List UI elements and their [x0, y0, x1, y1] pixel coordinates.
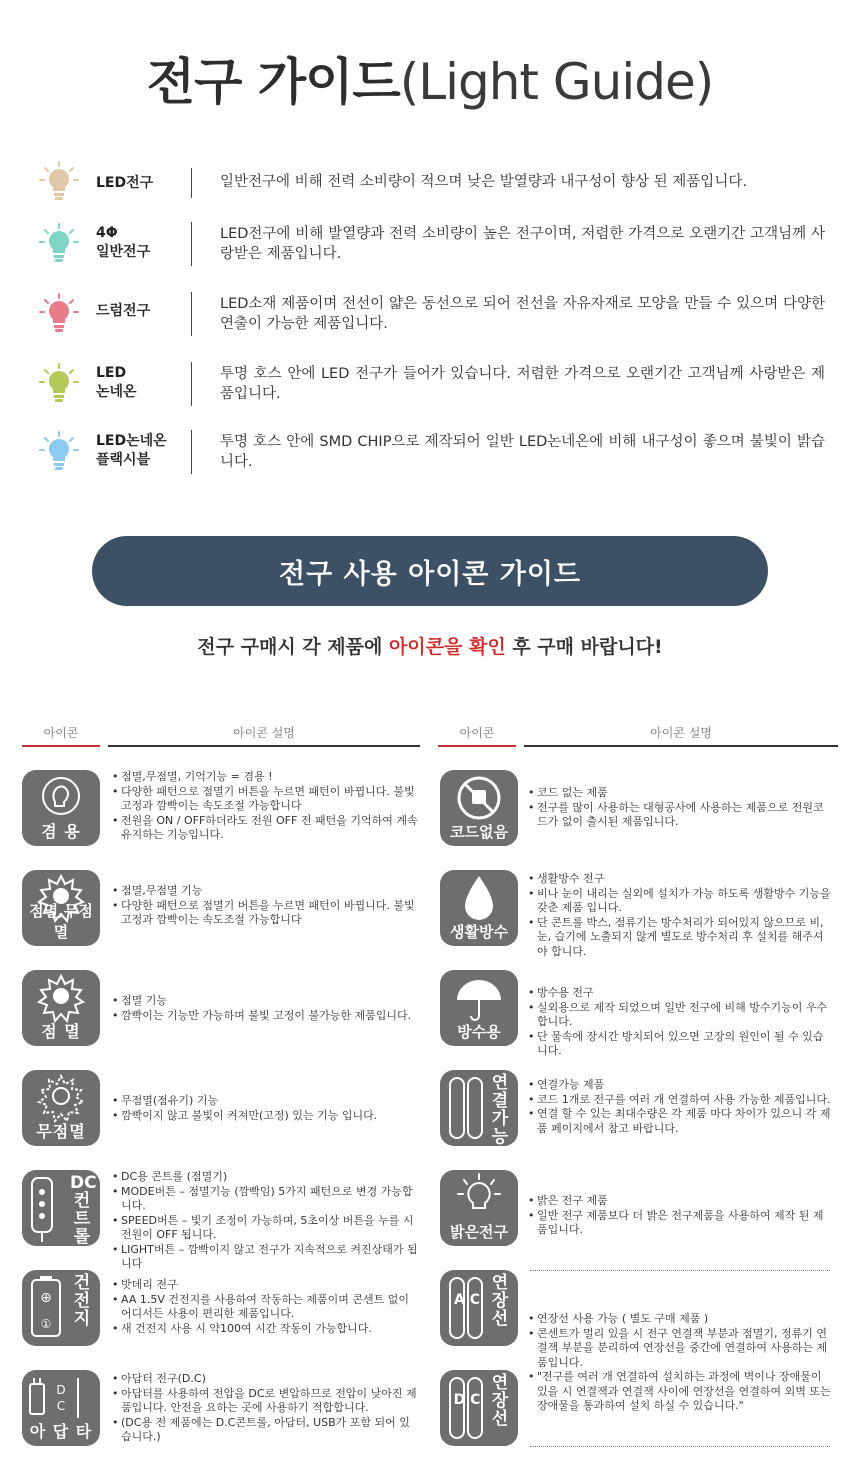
list-item: • (DC용 전 제품에는 D.C콘트롤, 아답터, USB가 포함 되어 있습니다.) — [112, 1416, 418, 1445]
list-item: • DC용 콘트롤 (점멸기) — [112, 1170, 418, 1185]
icon-label: 겸 용 — [41, 822, 81, 841]
title-en: (Light Guide) — [399, 53, 714, 111]
dc-controller-icon — [22, 1170, 100, 1246]
list-item: • 전구를 많이 사용하는 대형공사에 사용하는 제품으로 전원코드가 없이 출시된 제품입니다. — [528, 801, 834, 830]
icon-label: 연 장 선 — [491, 1273, 509, 1329]
steady-light-icon — [22, 1070, 100, 1146]
dc-extension-cord-icon — [440, 1370, 518, 1446]
list-item: • 연장선 사용 가능 ( 별도 구매 제품 ) — [528, 1312, 834, 1327]
icon-description-list — [112, 994, 418, 1023]
svg-text:①: ① — [40, 1317, 52, 1331]
svg-text:⊕: ⊕ — [40, 1290, 52, 1306]
bright-bulb-icon — [440, 1170, 518, 1246]
list-item: • 다양한 패턴으로 점멸기 버튼을 누르면 패턴이 바뀝니다. 불빛 고정과 깜빡이는 속도조절 가능합니다 — [112, 785, 418, 814]
icon-description-list — [528, 786, 834, 830]
purchase-notice — [0, 632, 860, 659]
bulb-description: LED전구에 비해 발열량과 전력 소비량이 높은 전구이며, 저렴한 가격으로 오랜기간 고객님께 사랑받은 제품입니다. — [220, 226, 825, 262]
icon-description-list — [112, 770, 418, 843]
list-item: • 깜빡이는 기능만 가능하며 불빛 고정이 불가능한 제품입니다. — [112, 1009, 418, 1024]
list-item: • 아답터 전구(D.C) — [112, 1372, 418, 1387]
list-item: • "전구를 여러 개 연결하여 설치하는 과정에 벽이나 장애물이 있을 시 연결잭과 연결잭 사이에 연장선을 연결하여 외벽 또는 장애물을 통과하여 설치 하실 수 있습니다." — [528, 1370, 834, 1414]
icon-label: 코드없음 — [450, 823, 508, 841]
bulb-description: 투명 호스 안에 SMD CHIP으로 제작되어 일반 LED논네온에 비해 내구성이 좋으며 불빛이 밝습니다. — [220, 434, 825, 470]
adapter-icon — [22, 1370, 100, 1446]
icon-label: 연 결 가 능 — [491, 1073, 509, 1146]
list-item: • 무점멸(점유기) 기능 — [112, 1094, 418, 1109]
list-item: • 점멸,무점멸 기능 — [112, 884, 418, 899]
icon-label: 방수용 — [457, 1023, 501, 1041]
list-item: • 전원을 ON / OFF하더라도 전원 OFF 전 패턴을 기억하여 계속 유지하는 기능입니다. — [112, 814, 418, 843]
list-item: • 콘센트가 멀리 있을 시 전구 연결잭 부분과 점멸기, 정류기 연결잭 부분을 분리하여 연장선을 중간에 연결하여 사용하는 제품입니다. — [528, 1327, 834, 1371]
bulb-row-4phi — [0, 222, 860, 282]
list-item: • 점멸 기능 — [112, 994, 418, 1009]
column-header-description: 아이콘 설명 — [233, 726, 295, 740]
bulb-description: LED소재 제품이며 전선이 얇은 동선으로 되어 전선을 자유자재로 모양을 만들 수 있으며 다양한 연출이 가능한 제품입니다. — [220, 296, 825, 332]
battery-icon — [22, 1270, 100, 1346]
page-title — [0, 42, 860, 114]
blink-icon — [22, 970, 100, 1046]
column-header-description: 아이콘 설명 — [650, 726, 712, 740]
umbrella-icon — [440, 970, 518, 1046]
water-drop-icon — [440, 870, 518, 946]
blink-steady-icon — [22, 870, 100, 946]
bulb-name — [96, 364, 137, 402]
bulb-name-line1: LED논네온 — [96, 433, 167, 449]
icon-label: 아 답 타 — [29, 1422, 93, 1441]
bulb-name — [96, 432, 167, 470]
bulb-row-led-neon — [0, 362, 860, 422]
divider — [191, 168, 192, 198]
dotted-divider — [530, 1270, 830, 1271]
connectable-icon — [440, 1070, 518, 1146]
bulb-name-line2: 논네온 — [96, 384, 137, 400]
list-item: • 일반 전구 제품보다 더 밝은 전구제품을 사용하여 제작 된 제품입니다. — [528, 1209, 834, 1238]
icon-tag: A C — [454, 1292, 480, 1308]
icon-guide-banner: 전구 사용 아이콘 가이드 — [92, 536, 768, 606]
divider — [191, 362, 192, 406]
bulb-icon — [38, 430, 80, 472]
bulb-name — [96, 224, 150, 262]
bulb-row-led — [0, 160, 860, 220]
divider — [191, 430, 192, 474]
bulb-description: 일반전구에 비해 전력 소비량이 적으며 낮은 발열량과 내구성이 향상 된 제품입니다. — [220, 174, 747, 190]
title-ko: 전구 가이드 — [146, 53, 400, 111]
icon-description-list — [528, 1312, 834, 1414]
bulb-name-line2: 플랙시블 — [96, 452, 151, 468]
list-item: • 새 건전지 사용 시 약100여 시간 작동이 가능합니다. — [112, 1322, 418, 1337]
column-header-icon: 아이콘 — [43, 726, 79, 740]
icon-label: 밝은전구 — [450, 1223, 508, 1241]
icon-label: 건 전 지 — [73, 1273, 91, 1329]
bulb-icon — [38, 292, 80, 334]
header-underline — [438, 745, 516, 747]
icon-description-list — [112, 1094, 418, 1123]
combo-function-icon — [22, 770, 100, 846]
column-header-icon: 아이콘 — [459, 726, 495, 740]
icon-description-list — [528, 1194, 834, 1238]
list-item: • 코드 1개로 전구를 여러 개 연결하여 사용 가능한 제품입니다. — [528, 1093, 834, 1108]
list-item: • MODE버튼 – 점멸기능 (깜빡임) 5가지 패턴으로 변경 가능합니다. — [112, 1185, 418, 1214]
icon-label: 연 장 선 — [491, 1373, 509, 1429]
notice-highlight: 아이콘을 확인 — [388, 636, 506, 658]
bulb-icon — [38, 160, 80, 202]
icon-description-list — [112, 1278, 418, 1336]
header-underline — [108, 745, 420, 747]
bulb-name: LED전구 — [96, 175, 154, 191]
bulb-icon — [38, 362, 80, 404]
list-item: • SPEED버튼 – 빛기 조정이 가능하며, 5초이상 버튼을 누를 시 전원이 OFF 됩니다. — [112, 1214, 418, 1243]
list-item: • 실외용으로 제작 되었으며 일반 전구에 비해 방수기능이 우수합니다. — [528, 1001, 834, 1030]
icon-label: DC 컨 트 롤 — [70, 1173, 97, 1246]
no-cord-icon — [440, 770, 518, 846]
icon-description-list — [112, 1170, 418, 1272]
icon-label: 생활방수 — [450, 923, 508, 941]
bulb-description: 투명 호스 안에 LED 전구가 들어가 있습니다. 저렴한 가격으로 오랜기간 고객님께 사랑받은 제품입니다. — [220, 366, 825, 402]
bulb-name: 드럼전구 — [96, 303, 151, 319]
list-item: • 아답터를 사용하여 전압을 DC로 변압하므로 전압이 낮아진 제품입니다. 안전을 요하는 곳에 사용하기 적합합니다. — [112, 1387, 418, 1416]
list-item: • AA 1.5V 건전지를 사용하여 작동하는 제품이며 콘센트 없이 어디서든 사용이 편리한 제품입니다. — [112, 1293, 418, 1322]
list-item: • 단 콘트롤 박스, 점류기는 방수처리가 되어있지 않으므로 비, 눈, 습기에 노출되지 않게 별도로 방수처리 후 설치를 해주셔야 합니다. — [528, 916, 834, 960]
svg-text:D: D — [56, 1383, 66, 1397]
header-underline — [524, 745, 838, 747]
bulb-icon — [38, 222, 80, 264]
list-item: • 다양한 패턴으로 점멸기 버튼을 누르면 패턴이 바뀝니다. 불빛 고정과 깜빡이는 속도조절 가능합니다 — [112, 899, 418, 928]
list-item: • 연결가능 제품 — [528, 1078, 834, 1093]
list-item: • 비나 눈이 내리는 실외에 설치가 가능 하도록 생활방수 기능을 갖춘 제품 입니다. — [528, 887, 834, 916]
notice-pre: 전구 구매시 각 제품에 — [197, 636, 389, 658]
icon-description-list — [112, 884, 418, 928]
icon-label: 점멸,무점멸 — [29, 902, 93, 941]
list-item: • 점멸,무점멸, 기억기능 = 겸용 ! — [112, 770, 418, 785]
icon-label: 무점멸 — [36, 1122, 86, 1141]
svg-text:C: C — [56, 1399, 66, 1413]
list-item: • 밧데리 전구 — [112, 1278, 418, 1293]
list-item: • 코드 없는 제품 — [528, 786, 834, 801]
list-item: • LIGHT버튼 – 깜빡이지 않고 전구가 지속적으로 켜진상태가 됩니다 — [112, 1243, 418, 1272]
icon-tag: D C — [453, 1392, 481, 1408]
divider — [191, 222, 192, 266]
bulb-name-line1: LED — [96, 365, 127, 381]
bulb-row-drum — [0, 292, 860, 352]
dotted-divider — [530, 1446, 830, 1447]
notice-post: 후 구매 바랍니다! — [505, 636, 663, 658]
list-item: • 단 물속에 장시간 방치되어 있으면 고장의 원인이 될 수 있습니다. — [528, 1030, 834, 1059]
icon-description-list — [528, 986, 834, 1059]
list-item: • 방수용 전구 — [528, 986, 834, 1001]
icon-description-list — [528, 1078, 834, 1136]
list-item: • 깜빡이지 않고 불빛이 켜져만(고정) 있는 기능 입니다. — [112, 1109, 418, 1124]
icon-label: 점 멸 — [41, 1022, 81, 1041]
list-item: • 밝은 전구 제품 — [528, 1194, 834, 1209]
ac-extension-cord-icon — [440, 1270, 518, 1346]
icon-description-list — [528, 872, 834, 959]
list-item: • 생활방수 전구 — [528, 872, 834, 887]
list-item: • 연결 할 수 있는 최대수량은 각 제품 마다 차이가 있으니 각 제품 페이지에서 참고 바랍니다. — [528, 1107, 834, 1136]
bulb-row-led-neon-flex — [0, 430, 860, 490]
icon-description-list — [112, 1372, 418, 1445]
header-underline — [22, 745, 100, 747]
bulb-name-line2: 일반전구 — [96, 244, 151, 260]
bulb-name-line1: 4Φ — [96, 225, 118, 241]
divider — [191, 292, 192, 336]
